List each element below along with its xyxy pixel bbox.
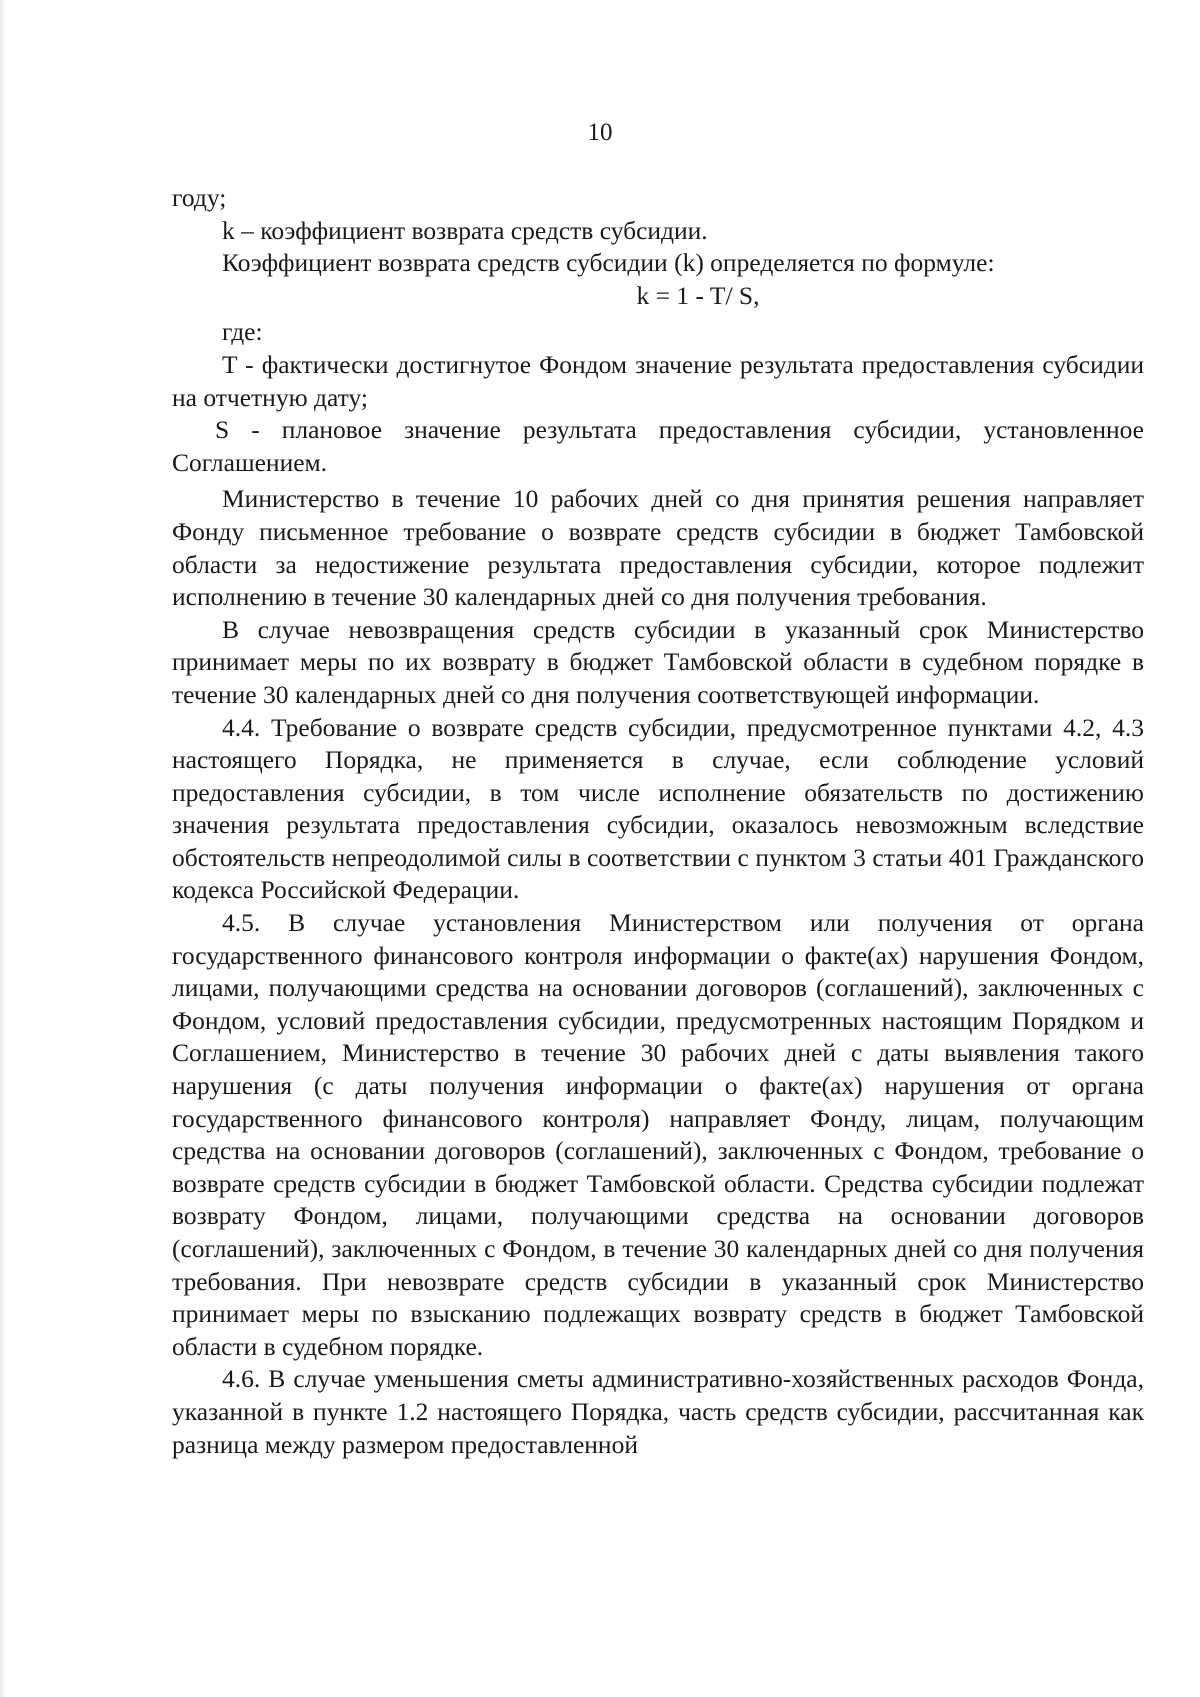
paragraph: T - фактически достигнутое Фондом значение результата предоставления субсидии на отчетную дату;: [172, 349, 1144, 412]
paragraph: где:: [222, 317, 263, 347]
paragraph: 4.5. В случае установления Министерством или получения от органа государственного финансового контроля информации о факте(ах) нарушения Фондом, лицами, получающими средства на основании договоров (соглашений), заключенных с Фондом, условий предоставления субсидии, предусмотренных настоящим Порядком и Соглашением, Министерство в течение 30 рабочих дней с даты выявления такого нарушения (с даты получения информации о факте(ах) нарушения от органа государственного финансового контроля) направляет Фонду, лицам, получающим средства на основании договоров (соглашений), заключенных с Фондом, требование о возврате средств субсидии в бюджет Тамбовской области. Средства субсидии подлежат возврату Фондом, лицами, получающими средства на основании договоров (соглашений), заключенных с Фондом, в течение 30 календарных дней со дня получения требования. При невозврате средств субсидии в указанный срок Министерство принимает меры по взысканию подлежащих возврату средств в бюджет Тамбовской области в судебном порядке.: [172, 908, 1144, 1361]
paragraph: k – коэффициент возврата средств субсидии.: [222, 215, 708, 245]
paragraph: году;: [172, 183, 227, 212]
paragraph: Министерство в течение 10 рабочих дней со дня принятия решения направляет Фонду письменное требование о возврате средств субсидии в бюджет Тамбовской области за недостижение результата предоставления субсидии, которое подлежит исполнению в течение 30 календарных дней со дня получения требования.: [172, 484, 1144, 612]
page-number: 10: [587, 119, 613, 146]
document-body: [172, 182, 1144, 1461]
paragraph: S - плановое значение результата предоставления субсидии, установленное Соглашением.: [172, 415, 1144, 477]
paragraph: В случае невозвращения средств субсидии в указанный срок Министерство принимает меры по их возврату в бюджет Тамбовской области в судебном порядке в течение 30 календарных дней со дня получения соответствующей информации.: [172, 614, 1144, 709]
paragraph: 4.6. В случае уменьшения сметы административно-хозяйственных расходов Фонда, указанной в пункте 1.2 настоящего Порядка, часть средств субсидии, рассчитанная как разница между размером предоставленной: [172, 1364, 1144, 1459]
scan-edge: [0, 0, 6, 1697]
formula: k = 1 - T/ S,: [636, 280, 760, 310]
paragraph: 4.4. Требование о возврате средств субсидии, предусмотренное пунктами 4.2, 4.3 настоящего Порядка, не применяется в случае, если соблюдение условий предоставления субсидии, в том числе исполнение обязательств по достижению значения результата предоставления субсидии, оказалось невозможным вследствие обстоятельств непреодолимой силы в соответствии с пунктом 3 статьи 401 Гражданского кодекса Российской Федерации.: [172, 712, 1144, 905]
paragraph: Коэффициент возврата средств субсидии (k) определяется по формуле:: [222, 248, 995, 278]
